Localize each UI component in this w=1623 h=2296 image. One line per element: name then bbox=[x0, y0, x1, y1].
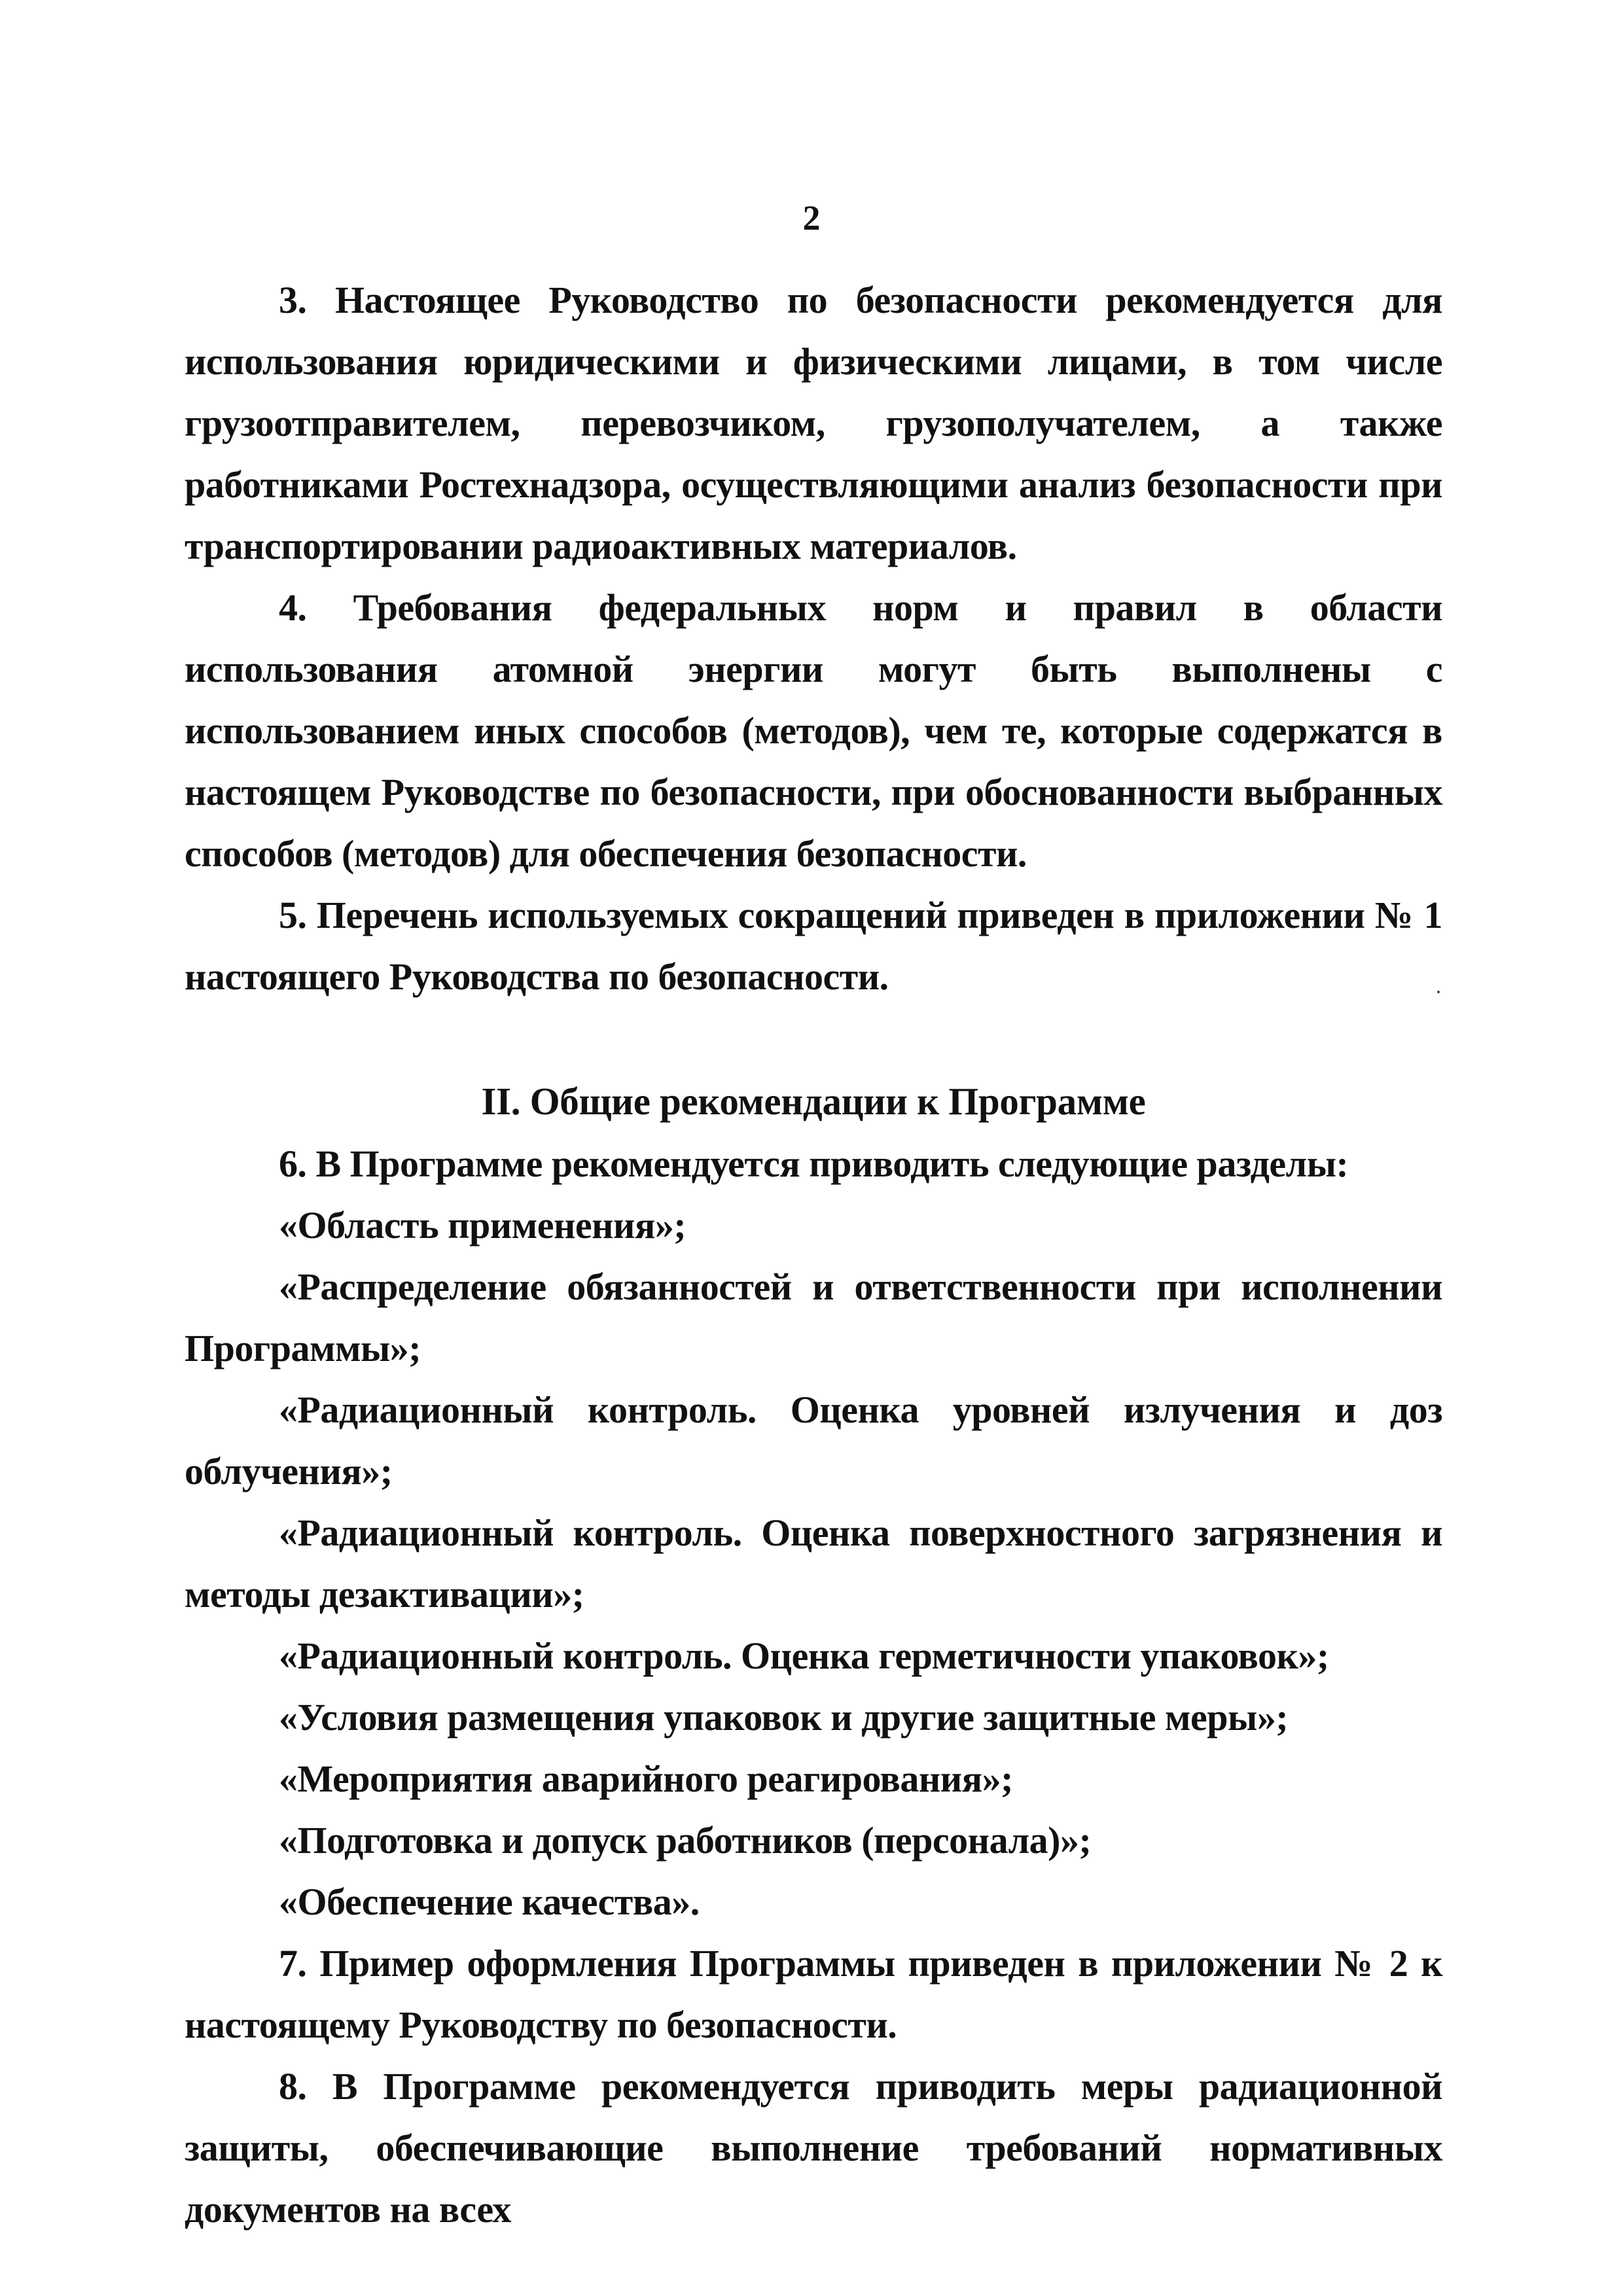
document-body bbox=[185, 270, 1442, 2240]
list-item-placement-conditions: «Условия размещения упаковок и другие защитные меры»; bbox=[279, 1696, 1289, 1739]
list-item-quality-assurance: «Обеспечение качества». bbox=[279, 1881, 700, 1923]
paragraph-4: 4. Требования федеральных норм и правил в области использования атомной энергии могут быть выполнены с использованием иных способов (методов), чем те, которые содержатся в настоящем Руководстве по безопасности, при обоснованности выбранных способов (методов) для обеспечения безопасности. bbox=[185, 586, 1442, 875]
page-number: 2 bbox=[802, 198, 821, 238]
paragraph-7: 7. Пример оформления Программы приведен в приложении № 2 к настоящему Руководству по безопасности. bbox=[185, 1942, 1442, 2046]
list-item-scope: «Область применения»; bbox=[279, 1204, 687, 1246]
list-item-responsibilities: «Распределение обязанностей и ответственности при исполнении Программы»; bbox=[185, 1265, 1442, 1369]
paragraph-6: 6. В Программе рекомендуется приводить следующие разделы: bbox=[279, 1142, 1349, 1185]
paragraph-5: 5. Перечень используемых сокращений приведен в приложении № 1 настоящего Руководства по безопасности. bbox=[185, 894, 1442, 998]
paragraph-8: 8. В Программе рекомендуется приводить меры радиационной защиты, обеспечивающие выполнение требований нормативных документов на всех bbox=[185, 2065, 1442, 2231]
scan-speck bbox=[1437, 991, 1440, 993]
list-item-personnel-training: «Подготовка и допуск работников (персонала)»; bbox=[279, 1819, 1092, 1862]
list-item-emergency-response: «Мероприятия аварийного реагирования»; bbox=[279, 1757, 1013, 1800]
list-item-tightness-control: «Радиационный контроль. Оценка герметичности упаковок»; bbox=[279, 1634, 1329, 1677]
section-heading: II. Общие рекомендации к Программе bbox=[481, 1080, 1146, 1123]
list-item-contamination-control: «Радиационный контроль. Оценка поверхностного загрязнения и методы дезактивации»; bbox=[185, 1511, 1442, 1616]
list-item-dose-control: «Радиационный контроль. Оценка уровней излучения и доз облучения»; bbox=[185, 1388, 1442, 1492]
paragraph-3: 3. Настоящее Руководство по безопасности рекомендуется для использования юридическими и физическими лицами, в том числе грузоотправителем, перевозчиком, грузополучателем, а также работниками Ростехнадзора, осуществляющими анализ безопасности при транспортировании радиоактивных материалов. bbox=[185, 279, 1442, 567]
